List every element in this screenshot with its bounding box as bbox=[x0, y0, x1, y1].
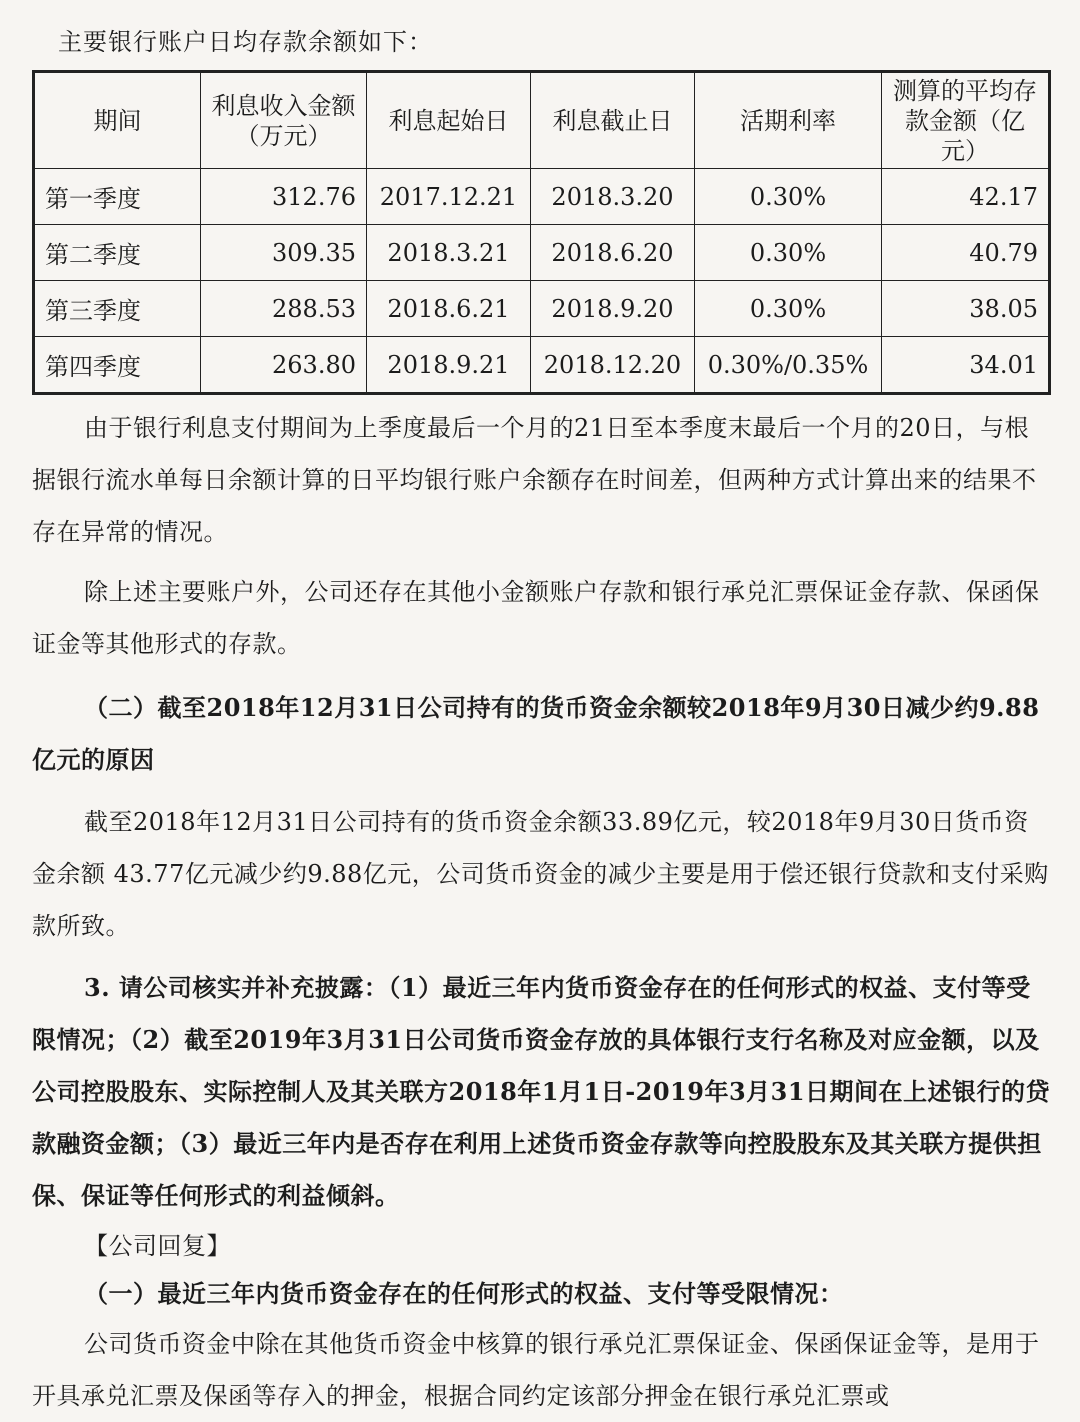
section-heading-decrease bbox=[32, 682, 1052, 786]
cell-avg-deposit: 40.79 bbox=[882, 225, 1050, 281]
cell-interest-income: 263.80 bbox=[201, 337, 367, 394]
cell-avg-deposit: 34.01 bbox=[882, 337, 1050, 394]
question-3 bbox=[32, 962, 1052, 1222]
cell-rate: 0.30% bbox=[695, 281, 882, 337]
paragraph-text: 由于银行利息支付期间为上季度最后一个月的21日至本季度末最后一个月的20日，与根据银行流水单每日余额计算的日平均银行账户余额存在时间差，但两种方式计算出来的结果不存在异常的情况。 bbox=[32, 414, 1037, 546]
table-intro: 主要银行账户日均存款余额如下： bbox=[58, 28, 433, 56]
reply-heading bbox=[32, 1268, 1052, 1320]
cell-start-date: 2018.3.21 bbox=[367, 225, 531, 281]
heading-text: （二）截至2018年12月31日公司持有的货币资金余额较2018年9月30日减少约9.88亿元的原因 bbox=[32, 693, 1040, 774]
paragraph-decrease-reason bbox=[32, 796, 1052, 952]
cell-rate: 0.30%/0.35% bbox=[695, 337, 882, 394]
paragraph-text: 截至2018年12月31日公司持有的货币资金余额33.89亿元，较2018年9月30日货币资金余额 43.77亿元减少约9.88亿元，公司货币资金的减少主要是用于偿还银行贷款和支付采购款所致。 bbox=[32, 808, 1049, 940]
cell-period: 第一季度 bbox=[34, 169, 201, 225]
reply-label-text: 【公司回复】 bbox=[84, 1232, 231, 1260]
cell-rate: 0.30% bbox=[695, 169, 882, 225]
paragraph-other-accounts bbox=[32, 566, 1052, 670]
cell-end-date: 2018.3.20 bbox=[531, 169, 695, 225]
cell-interest-income: 312.76 bbox=[201, 169, 367, 225]
paragraph-reply bbox=[32, 1318, 1052, 1422]
table-row bbox=[34, 225, 1050, 281]
cell-start-date: 2017.12.21 bbox=[367, 169, 531, 225]
paragraph-text: 公司货币资金中除在其他货币资金中核算的银行承兑汇票保证金、保函保证金等，是用于开具承兑汇票及保函等存入的押金，根据合同约定该部分押金在银行承兑汇票或 bbox=[32, 1330, 1040, 1410]
paragraph-time-difference bbox=[32, 402, 1052, 558]
cell-rate: 0.30% bbox=[695, 225, 882, 281]
cell-avg-deposit: 42.17 bbox=[882, 169, 1050, 225]
cell-start-date: 2018.6.21 bbox=[367, 281, 531, 337]
table-row bbox=[34, 281, 1050, 337]
reply-heading-text: （一）最近三年内货币资金存在的任何形式的权益、支付等受限情况： bbox=[84, 1279, 844, 1308]
cell-end-date: 2018.9.20 bbox=[531, 281, 695, 337]
table-row bbox=[34, 337, 1050, 394]
header-avg-deposit: 测算的平均存款金额（亿元） bbox=[882, 72, 1050, 169]
header-start-date: 利息起始日 bbox=[367, 72, 531, 169]
header-interest-income: 利息收入金额（万元） bbox=[201, 72, 367, 169]
cell-interest-income: 288.53 bbox=[201, 281, 367, 337]
header-rate: 活期利率 bbox=[695, 72, 882, 169]
header-end-date: 利息截止日 bbox=[531, 72, 695, 169]
table-header-row bbox=[34, 72, 1050, 169]
question-text: 3. 请公司核实并补充披露：（1）最近三年内货币资金存在的任何形式的权益、支付等受限情况；（2）截至2019年3月31日公司货币资金存放的具体银行支行名称及对应金额，以及公司控股股东、实际控制人及其关联方2018年1月1日-2019年3月31日期间在上述银行的贷款融资金额；（3）最近三年内是否存在利用上述货币资金存款等向控股股东及其关联方提供担保、保证等任何形式的利益倾斜。 bbox=[32, 973, 1051, 1210]
cell-end-date: 2018.6.20 bbox=[531, 225, 695, 281]
paragraph-text: 除上述主要账户外，公司还存在其他小金额账户存款和银行承兑汇票保证金存款、保函保证金等其他形式的存款。 bbox=[32, 578, 1040, 658]
cell-start-date: 2018.9.21 bbox=[367, 337, 531, 394]
cell-end-date: 2018.12.20 bbox=[531, 337, 695, 394]
cell-interest-income: 309.35 bbox=[201, 225, 367, 281]
header-period: 期间 bbox=[34, 72, 201, 169]
cell-period: 第三季度 bbox=[34, 281, 201, 337]
company-reply-label bbox=[32, 1220, 1052, 1272]
deposit-table bbox=[32, 70, 1051, 395]
cell-period: 第四季度 bbox=[34, 337, 201, 394]
table-row bbox=[34, 169, 1050, 225]
cell-period: 第二季度 bbox=[34, 225, 201, 281]
cell-avg-deposit: 38.05 bbox=[882, 281, 1050, 337]
